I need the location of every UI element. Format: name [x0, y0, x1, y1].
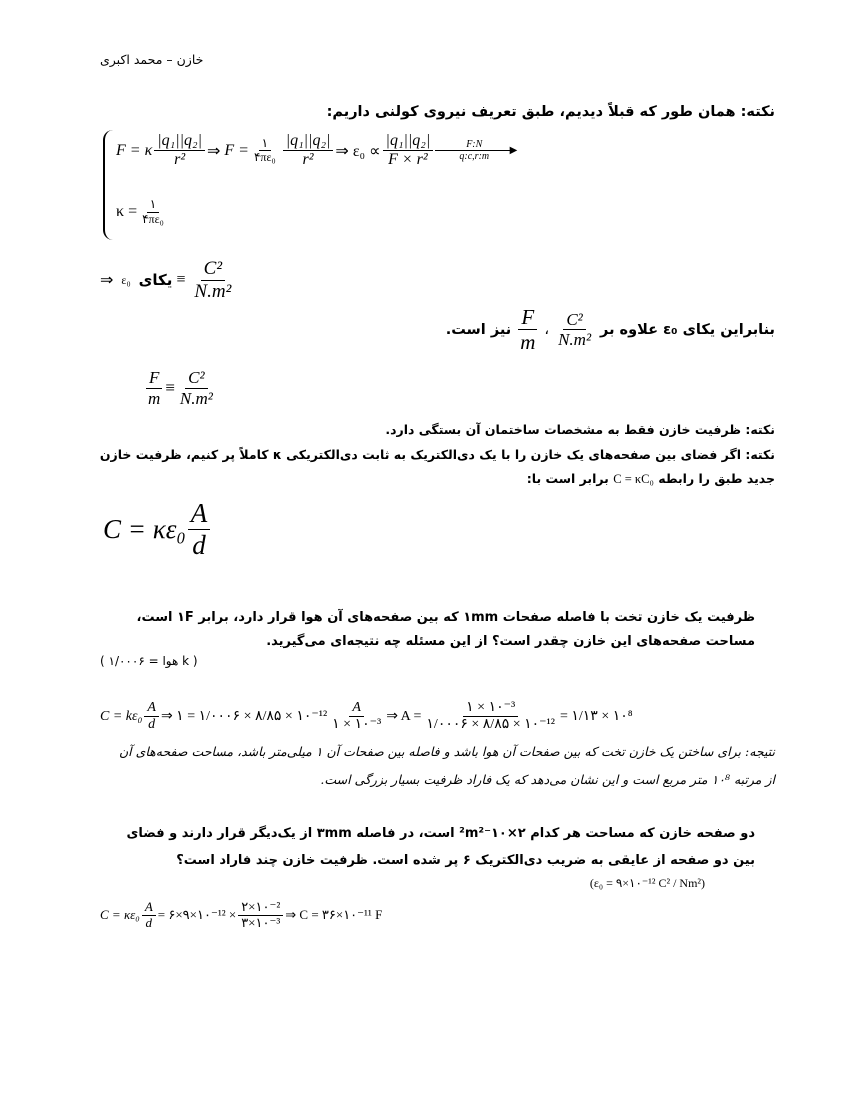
denominator: N.m²	[179, 388, 213, 408]
numerator: F	[146, 368, 162, 389]
numerator: |q₁||q₂|	[383, 132, 434, 151]
conclusion-line	[446, 305, 775, 354]
implies-symbol: ⇒	[335, 142, 349, 160]
text: ،	[544, 321, 550, 338]
denominator: ۳×۱۰⁻³	[241, 914, 281, 930]
note-dielectric	[75, 443, 775, 491]
formula-part: C = κε₀	[100, 907, 140, 923]
unit-equation	[100, 258, 236, 303]
text-line: دو صفحه خازن که مساحت هر کدام ۲×۱۰⁻²m² است، در فاصله ۳mm از یک‌دیگر قرار دارند و فضای	[126, 826, 755, 841]
numerator: C²	[185, 368, 207, 389]
implies-symbol: ⇒	[100, 272, 114, 290]
arrow-label-bottom: q:c,r:m	[459, 151, 490, 163]
denominator: d	[192, 530, 206, 561]
page-header: خازن – محمد اکبری	[100, 52, 204, 67]
capacitance-formula	[103, 498, 212, 561]
note-capacitance: نکته: ظرفیت خازن فقط به مشخصات ساختمان آن بستگی دارد.	[385, 422, 775, 437]
text-line: نتیجه: برای ساختن یک خازن تخت که بین صفحات آن هوا باشد و فاصله بین صفحات آن ۱ میلی‌متر باشد، مساحت صفحه‌های آن	[118, 744, 775, 759]
formula-part: = ۶×۹×۱۰⁻¹² ×	[157, 907, 237, 923]
numerator: ۱ × ۱۰⁻³	[463, 700, 518, 717]
text-line: ظرفیت یک خازن تخت با فاصله صفحات ۱mm که بین صفحه‌های آن هوا قرار دارد، برابر ۱F است،	[136, 610, 755, 625]
result-1	[55, 738, 775, 794]
formula-part: F = κ	[116, 141, 153, 159]
denominator: r²	[302, 151, 314, 169]
denominator: ۴πε₀	[253, 150, 276, 165]
denominator: m	[520, 330, 536, 355]
text: نیز است.	[445, 321, 512, 338]
problem-2	[75, 820, 755, 874]
denominator: ۱/۰۰۰۶ × ۸/۸۵ × ۱۰⁻¹²	[426, 717, 555, 733]
denominator: d	[148, 717, 156, 733]
formula-part: κ =	[116, 203, 138, 221]
unit-label: یکای	[138, 271, 173, 290]
arrow-icon: ▶	[435, 150, 513, 151]
text-line: از مرتبه ۱۰⁸ متر مربع است و این نشان می‌دهد که یک فاراد ظرفیت بسیار بزرگی است.	[320, 772, 775, 787]
denominator: N.m²	[558, 330, 592, 350]
denominator: N.m²	[194, 280, 232, 302]
denominator: m	[148, 388, 161, 408]
formula-part: ⇒ A =	[386, 709, 422, 725]
text-line	[75, 467, 775, 491]
formula-part: F =	[224, 141, 249, 159]
solution-2	[100, 900, 382, 931]
text: جدید طبق را رابطه	[658, 471, 775, 486]
formula-part: = ۱/۱۳ × ۱۰⁸	[559, 709, 633, 725]
numerator: C²	[201, 258, 225, 281]
text-line: مساحت صفحه‌های این خازن چقدر است؟ از این مسئله چه نتیجه‌ای می‌گیرید.	[266, 634, 755, 649]
kappa-definition	[116, 198, 169, 227]
numerator: A	[349, 700, 364, 717]
numerator: |q₁||q₂|	[154, 132, 205, 151]
denominator: F × r²	[388, 151, 428, 169]
equiv-symbol: ≡	[176, 271, 186, 289]
denominator: ۴πε₀	[142, 211, 164, 226]
implies-symbol: ⇒	[206, 142, 221, 160]
coulomb-equation	[116, 132, 518, 170]
problem-1	[75, 606, 755, 654]
problem-1-given: ( k هوا = ۱/۰۰۰۶ )	[100, 654, 198, 668]
arrow-units	[435, 139, 518, 163]
denominator: ۱ × ۱۰⁻³	[332, 717, 382, 733]
numerator: A	[142, 900, 156, 916]
equiv-symbol: ≡	[165, 378, 175, 398]
formula-part: ⇒ ۱ = ۱/۰۰۰۶ × ۸/۸۵ × ۱۰⁻¹²	[160, 709, 328, 725]
numerator: A	[144, 700, 159, 717]
formula-part: C = κε₀	[103, 514, 186, 545]
text: برابر است با:	[526, 471, 609, 486]
numerator: C²	[563, 310, 585, 331]
problem-2-given: (ε₀ = ۹×۱۰⁻¹² C² / Nm²)	[589, 876, 705, 890]
numerator: A	[188, 498, 211, 530]
formula: C = κC₀	[613, 472, 654, 486]
equivalence-equation	[143, 368, 218, 408]
text-line: بین دو صفحه از عایقی به ضریب دی‌الکتریک ۶ پر شده است. ظرفیت خازن چند فاراد است؟	[176, 853, 755, 868]
numerator: ۱	[147, 198, 159, 213]
formula-part: C = kε₀	[100, 708, 143, 724]
denominator: d	[145, 914, 153, 930]
formula-part: ⇒ C = ۳۶×۱۰⁻¹¹ F	[285, 907, 383, 923]
numerator: ۱	[259, 137, 271, 152]
text: بنابراین یکای ε₀ علاوه بر	[600, 321, 775, 338]
solution-1	[100, 700, 633, 733]
formula-part: ε₀ ∝	[352, 142, 381, 160]
formula-part: ε₀	[121, 272, 131, 287]
denominator: r²	[174, 151, 186, 169]
numerator: |q₁||q₂|	[283, 132, 334, 151]
numerator: ۲×۱۰⁻²	[238, 900, 283, 916]
note-coulomb: نکته: همان طور که قبلاً دیدیم، طبق تعریف نیروی کولنی داریم:	[326, 104, 775, 120]
text-line: نکته: اگر فضای بین صفحه‌های یک خازن را با یک دی‌الکتریک به ثابت دی‌الکتریکی κ کاملاً پر کنیم، ظرفیت خازن	[99, 447, 775, 462]
numerator: F	[518, 305, 537, 330]
arrow-label-top: F:N	[466, 139, 483, 151]
